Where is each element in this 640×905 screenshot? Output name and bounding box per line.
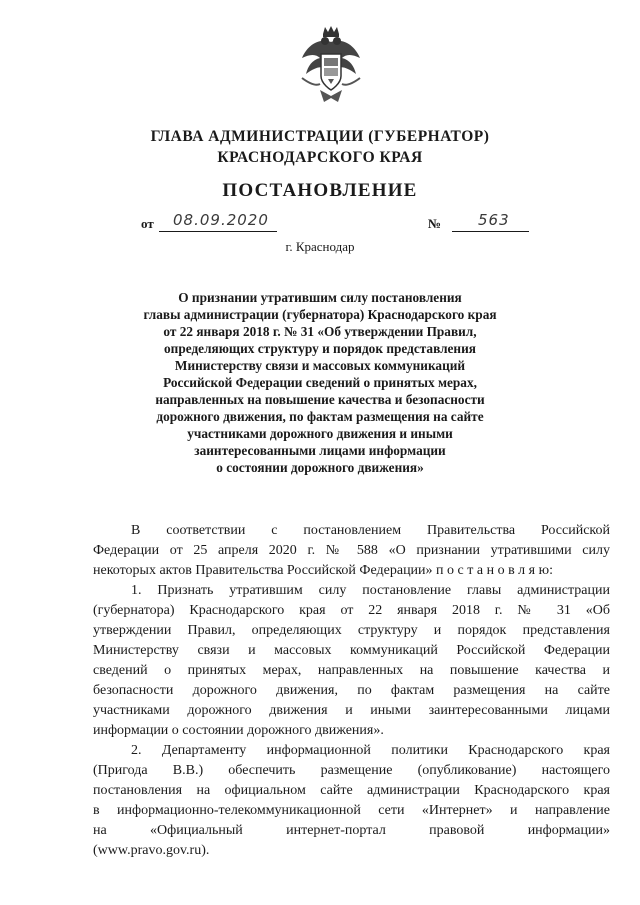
body-line: Министерству связи и массовых коммуникаций Российской Федерации [93,643,610,658]
body-line: 2. Департаменту информационной политики Краснодарского края [131,743,610,758]
city-line: г. Краснодар [285,239,355,254]
date-underline [159,231,277,232]
body-line: (www.pravo.gov.ru). [93,843,210,858]
title-line: О признании утратившим силу постановления [178,290,462,305]
title-line: участниками дорожного движения и иными [187,426,453,441]
body-line: сведений о принятых мерах, направленных на повышение качества и [93,663,610,678]
title-line: о состоянии дорожного движения» [216,460,424,475]
body-line: постановления на официальном сайте администрации Краснодарского края [93,783,610,798]
body-line: (Пригода В.В.) обеспечить размещение (опубликование) настоящего [93,763,610,778]
document-type: ПОСТАНОВЛЕНИЕ [222,180,418,201]
title-line: дорожного движения, по фактам размещения на сайте [156,409,484,424]
number-value: 563 [478,211,510,229]
body-line: 1. Признать утратившим силу постановление главы администрации [131,583,610,598]
body-line: на «Официальный интернет-портал правовой информации» [93,823,610,838]
title-line: направленных на повышение качества и безопасности [155,392,485,407]
body-line: Федерации от 25 апреля 2020 г. № 588 «О признании утратившими силу [93,543,610,558]
body-line: безопасности дорожного движения, по фактам размещения на сайте [93,683,610,698]
coat-of-arms-emblem [296,24,366,110]
date-label: от [141,216,154,231]
title-line: заинтересованными лицами информации [194,443,446,458]
title-line: от 22 января 2018 г. № 31 «Об утверждении Правил, [163,324,477,339]
title-line: определяющих структуру и порядок представления [164,341,476,356]
date-value: 08.09.2020 [173,211,269,229]
number-label: № [428,216,442,231]
title-line: Министерству связи и массовых коммуникаций [174,358,466,373]
body-line: в информационно-телекоммуникационной сети «Интернет» и направление [93,803,610,818]
title-line: главы администрации (губернатора) Краснодарского края [143,307,497,322]
body-line: информации о состоянии дорожного движения». [93,723,384,738]
body-line: В соответствии с постановлением Правительства Российской [131,523,610,538]
title-line: Российской Федерации сведений о принятых мерах, [163,375,477,390]
number-underline [452,231,529,232]
body-line: (губернатора) Краснодарского края от 22 января 2018 г. № 31 «Об [93,603,610,618]
body-line: утверждении Правил, определяющих структуру и порядок представления [93,623,610,638]
body-line: некоторых актов Правительства Российской Федерации» п о с т а н о в л я ю: [93,563,553,578]
issuer-title-line-2: КРАСНОДАРСКОГО КРАЯ [217,149,423,166]
body-line: участниками дорожного движения и иными заинтересованными лицами [93,703,610,718]
issuer-title-line-1: ГЛАВА АДМИНИСТРАЦИИ (ГУБЕРНАТОР) [150,128,490,145]
